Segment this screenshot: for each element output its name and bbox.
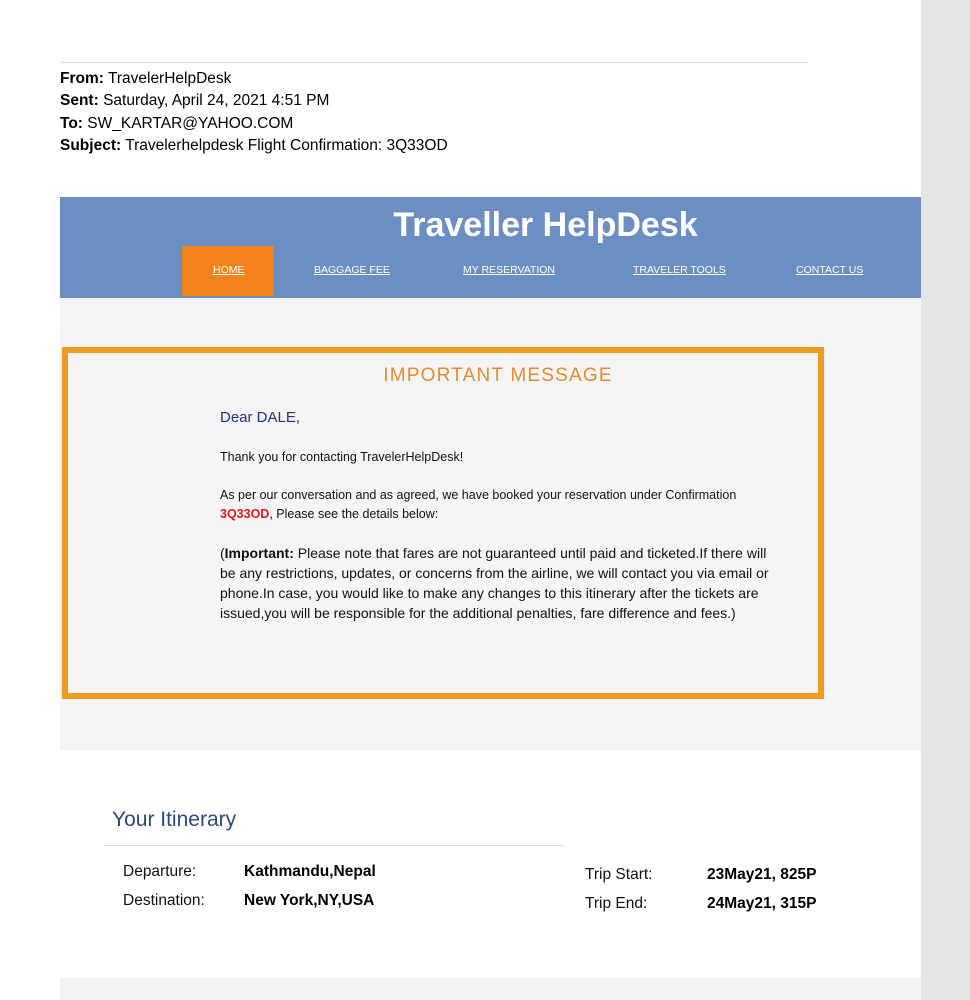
booking-text-before: As per our conversation and as agreed, we have booked your reservation under Confirmation (220, 488, 737, 502)
trip-start-label: Trip Start: (585, 866, 653, 883)
important-note (220, 543, 780, 623)
important-text: Please note that fares are not guaranteed until paid and ticketed.If there will be any restrictions, updates, or concerns from the airline, we will contact you via email or phone.In case, you would like to make any changes to this itinerary after the tickets are issued,you will be responsible for the additional penalties, fare difference and fees.) (220, 545, 769, 621)
greeting: Dear DALE, (220, 409, 301, 426)
email-from-row (60, 68, 820, 90)
nav-home-link[interactable]: HOME (213, 264, 245, 276)
trip-start-value: 23May21, 825P (707, 866, 817, 883)
sent-value: Saturday, April 24, 2021 4:51 PM (103, 92, 330, 110)
header-divider (60, 62, 808, 63)
nav-my-reservation-link[interactable]: MY RESERVATION (463, 264, 555, 276)
trip-end-value: 24May21, 315P (707, 895, 817, 912)
trip-end-label: Trip End: (585, 895, 648, 912)
thanks-text: Thank you for contacting TravelerHelpDesk! (220, 450, 464, 464)
itinerary-divider (104, 845, 564, 846)
email-sent-row (60, 90, 820, 112)
email-to-row (60, 113, 820, 135)
site-banner (60, 197, 921, 298)
nav-traveler-tools-link[interactable]: TRAVELER TOOLS (633, 264, 726, 276)
to-value: SW_KARTAR@YAHOO.COM (87, 114, 294, 132)
nav-baggage-fee-link[interactable]: BAGGAGE FEE (314, 264, 390, 276)
booking-text-after: , Please see the details below: (269, 507, 439, 521)
confirmation-code: 3Q33OD (220, 507, 270, 521)
from-label: From: (60, 70, 104, 87)
booking-text (220, 486, 780, 524)
nav-contact-us-link[interactable]: CONTACT US (796, 264, 864, 276)
banner-title: Traveller HelpDesk (393, 206, 698, 244)
bottom-strip (60, 978, 921, 1000)
sent-label: Sent: (60, 92, 99, 110)
important-message-title: IMPORTANT MESSAGE (383, 365, 613, 386)
subject-value: Travelerhelpdesk Flight Confirmation: 3Q33OD (125, 136, 448, 154)
subject-label: Subject: (60, 136, 122, 154)
important-open-paren: ( (220, 545, 225, 561)
email-subject-row (60, 135, 820, 157)
important-label: Important: (224, 545, 294, 561)
right-gutter (921, 0, 970, 1000)
email-header (60, 68, 820, 157)
message-body (220, 409, 780, 623)
important-message-box (62, 347, 824, 699)
destination-label: Destination: (123, 892, 205, 909)
departure-label: Departure: (123, 863, 197, 880)
itinerary-title: Your Itinerary (112, 808, 237, 831)
departure-value: Kathmandu,Nepal (244, 863, 376, 880)
from-value: TravelerHelpDesk (107, 70, 232, 87)
destination-value: New York,NY,USA (244, 892, 375, 909)
to-label: To: (60, 114, 83, 132)
